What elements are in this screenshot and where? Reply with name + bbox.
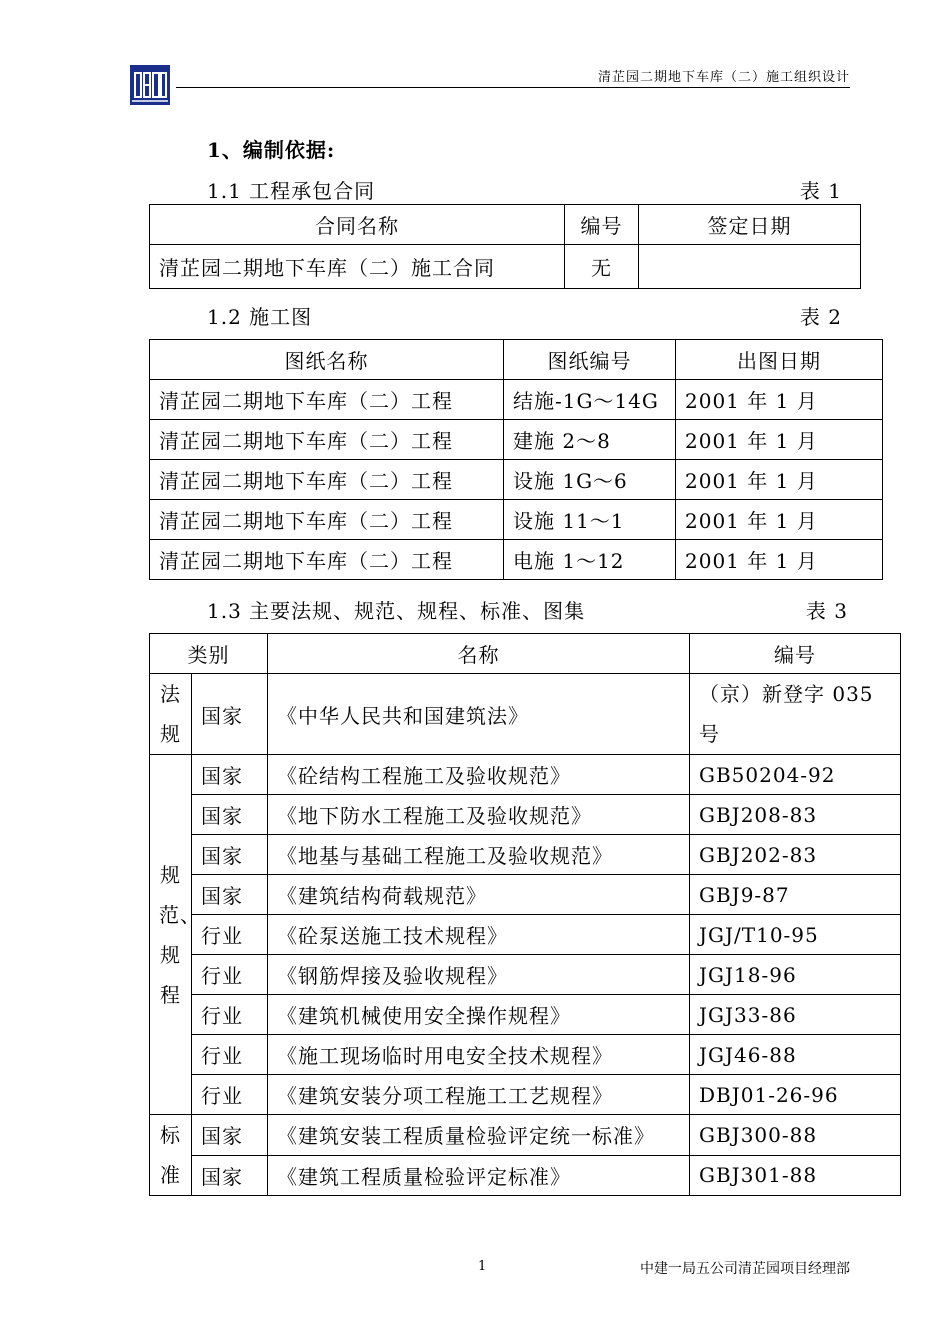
table-row bbox=[150, 380, 883, 420]
table-cell: 2001 年 1 月 bbox=[676, 460, 883, 500]
table-cell: 国家 bbox=[192, 674, 268, 755]
table-cell: 清芷园二期地下车库（二）工程 bbox=[150, 540, 504, 580]
table-cell: 2001 年 1 月 bbox=[676, 500, 883, 540]
table-cell: 行业 bbox=[192, 955, 268, 995]
table-row bbox=[150, 420, 883, 460]
category-spec: 规范、规程 bbox=[150, 755, 192, 1115]
table-row bbox=[150, 995, 901, 1035]
table-cell: 设施 11～1 bbox=[504, 500, 676, 540]
table3-caption: 1.3 主要法规、规范、规程、标准、图集 bbox=[207, 599, 586, 623]
table-cell: 《建筑结构荷载规范》 bbox=[268, 875, 690, 915]
table-cell: 2001 年 1 月 bbox=[676, 540, 883, 580]
column-header: 出图日期 bbox=[676, 340, 883, 380]
column-header: 类别 bbox=[150, 634, 268, 674]
table-cell: 《建筑机械使用安全操作规程》 bbox=[268, 995, 690, 1035]
table-row bbox=[150, 540, 883, 580]
table-cell: GB50204-92 bbox=[690, 755, 901, 795]
table2-label: 表 2 bbox=[799, 305, 842, 329]
table1-caption: 1.1 工程承包合同 bbox=[207, 179, 376, 203]
table-cell: 电施 1～12 bbox=[504, 540, 676, 580]
table-row bbox=[150, 1115, 901, 1156]
table-cell: 《钢筋焊接及验收规程》 bbox=[268, 955, 690, 995]
table-cell: GBJ208-83 bbox=[690, 795, 901, 835]
table-cell: 清芷园二期地下车库（二）工程 bbox=[150, 500, 504, 540]
table-cell: JGJ46-88 bbox=[690, 1035, 901, 1075]
table-cell: GBJ202-83 bbox=[690, 835, 901, 875]
table-cell: 2001 年 1 月 bbox=[676, 380, 883, 420]
table-header-row bbox=[150, 205, 861, 245]
table-cell: JGJ18-96 bbox=[690, 955, 901, 995]
table-cell: 清芷园二期地下车库（二）施工合同 bbox=[150, 245, 565, 289]
drawings-table bbox=[149, 339, 883, 580]
contract-table bbox=[149, 204, 861, 289]
table-cell: DBJ01-26-96 bbox=[690, 1075, 901, 1115]
column-header: 编号 bbox=[690, 634, 901, 674]
table-row bbox=[150, 245, 861, 289]
table-row bbox=[150, 915, 901, 955]
table-cell: 行业 bbox=[192, 1075, 268, 1115]
table-row bbox=[150, 500, 883, 540]
table-header-row bbox=[150, 634, 901, 674]
standards-table bbox=[149, 633, 901, 1196]
table-row bbox=[150, 955, 901, 995]
table-cell: 行业 bbox=[192, 915, 268, 955]
table-cell: 2001 年 1 月 bbox=[676, 420, 883, 460]
column-header: 图纸名称 bbox=[150, 340, 504, 380]
table-row bbox=[150, 1075, 901, 1115]
table-cell: 《砼结构工程施工及验收规范》 bbox=[268, 755, 690, 795]
table-cell: 国家 bbox=[192, 875, 268, 915]
table-cell: 《建筑安装分项工程施工工艺规程》 bbox=[268, 1075, 690, 1115]
document-title: 清芷园二期地下车库（二）施工组织设计 bbox=[597, 70, 850, 85]
column-header: 签定日期 bbox=[639, 205, 861, 245]
table-cell: 国家 bbox=[192, 795, 268, 835]
table-row bbox=[150, 835, 901, 875]
table-row bbox=[150, 1035, 901, 1075]
table-cell: 行业 bbox=[192, 1035, 268, 1075]
category-law: 法规 bbox=[150, 674, 192, 755]
company-logo bbox=[130, 65, 170, 105]
table-cell: 国家 bbox=[192, 1115, 268, 1156]
column-header: 合同名称 bbox=[150, 205, 565, 245]
table-cell: GBJ9-87 bbox=[690, 875, 901, 915]
table-row bbox=[150, 755, 901, 795]
table-row bbox=[150, 674, 901, 755]
table-cell: 《建筑工程质量检验评定标准》 bbox=[268, 1155, 690, 1196]
table-cell: 国家 bbox=[192, 1155, 268, 1196]
column-header: 编号 bbox=[565, 205, 639, 245]
table-cell: 《地下防水工程施工及验收规范》 bbox=[268, 795, 690, 835]
table-cell: 《施工现场临时用电安全技术规程》 bbox=[268, 1035, 690, 1075]
table-cell: GBJ300-88 bbox=[690, 1115, 901, 1156]
table-cell: 国家 bbox=[192, 755, 268, 795]
table-cell: 《建筑安装工程质量检验评定统一标准》 bbox=[268, 1115, 690, 1156]
table2-caption: 1.2 施工图 bbox=[207, 305, 313, 329]
table-cell bbox=[639, 245, 861, 289]
table-cell: JGJ/T10-95 bbox=[690, 915, 901, 955]
table-cell: 国家 bbox=[192, 835, 268, 875]
page-number: 1 bbox=[478, 1259, 487, 1274]
column-header: 图纸编号 bbox=[504, 340, 676, 380]
table-cell: 《地基与基础工程施工及验收规范》 bbox=[268, 835, 690, 875]
header-rule bbox=[176, 87, 850, 88]
table-cell: 《砼泵送施工技术规程》 bbox=[268, 915, 690, 955]
table-row bbox=[150, 1155, 901, 1196]
table-row bbox=[150, 795, 901, 835]
table-cell: 无 bbox=[565, 245, 639, 289]
table-cell: JGJ33-86 bbox=[690, 995, 901, 1035]
column-header: 名称 bbox=[268, 634, 690, 674]
table-cell: （京）新登字 035 号 bbox=[690, 674, 901, 755]
table-cell: 清芷园二期地下车库（二）工程 bbox=[150, 460, 504, 500]
section-heading: 1、编制依据: bbox=[207, 138, 336, 162]
table1-label: 表 1 bbox=[799, 179, 842, 203]
footer-organization: 中建一局五公司清芷园项目经理部 bbox=[640, 1261, 850, 1277]
table3-label: 表 3 bbox=[805, 599, 848, 623]
table-cell: 建施 2～8 bbox=[504, 420, 676, 460]
table-cell: 行业 bbox=[192, 995, 268, 1035]
category-standard: 标准 bbox=[150, 1115, 192, 1196]
table-cell: 设施 1G～6 bbox=[504, 460, 676, 500]
table-cell: 清芷园二期地下车库（二）工程 bbox=[150, 420, 504, 460]
table-cell: GBJ301-88 bbox=[690, 1155, 901, 1196]
table-header-row bbox=[150, 340, 883, 380]
table-cell: 《中华人民共和国建筑法》 bbox=[268, 674, 690, 755]
table-cell: 结施-1G～14G bbox=[504, 380, 676, 420]
table-row bbox=[150, 875, 901, 915]
table-row bbox=[150, 460, 883, 500]
table-cell: 清芷园二期地下车库（二）工程 bbox=[150, 380, 504, 420]
